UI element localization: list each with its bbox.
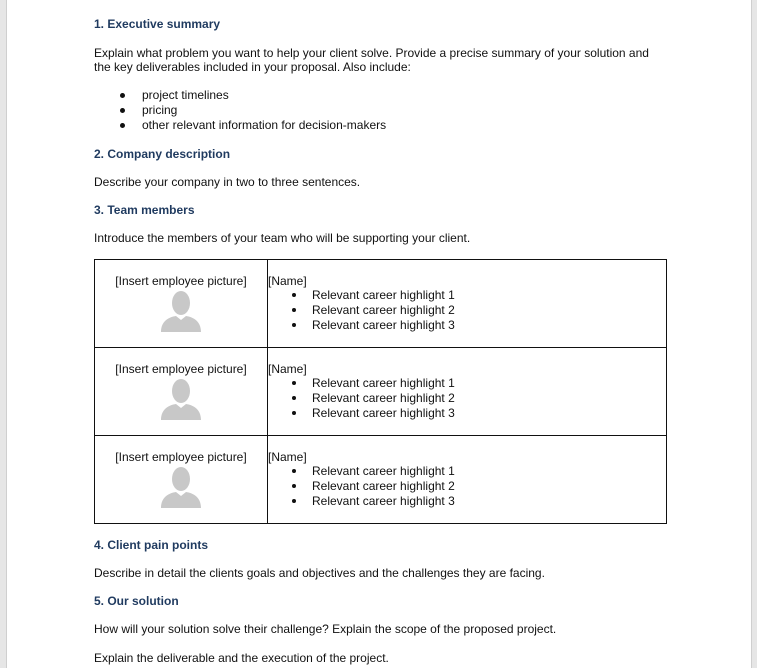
employee-name: [Name] bbox=[268, 450, 307, 464]
person-placeholder-icon bbox=[159, 466, 203, 508]
table-row bbox=[95, 348, 667, 436]
list-item: Relevant career highlight 2 bbox=[292, 391, 666, 406]
list-item: Relevant career highlight 2 bbox=[292, 479, 666, 494]
client-pain-points-text: Describe in detail the clients goals and objectives and the challenges they are facing. bbox=[94, 566, 545, 580]
list-item: Relevant career highlight 1 bbox=[292, 464, 666, 479]
picture-placeholder-label: [Insert employee picture] bbox=[115, 362, 247, 376]
list-item: Relevant career highlight 1 bbox=[292, 376, 666, 391]
heading-company-description: 2. Company description bbox=[94, 147, 231, 161]
team-members-text: Introduce the members of your team who will be supporting your client. bbox=[94, 231, 471, 245]
career-highlights bbox=[292, 288, 666, 333]
table-row bbox=[95, 260, 667, 348]
our-solution-text-2: Explain the deliverable and the execution of the project. bbox=[94, 651, 389, 665]
executive-summary-line-1: Explain what problem you want to help your client solve. Provide a precise summary of your solution and bbox=[94, 46, 649, 60]
bullet-item: other relevant information for decision-makers bbox=[120, 118, 386, 133]
person-placeholder-icon bbox=[159, 378, 203, 420]
table-row bbox=[95, 436, 667, 524]
career-highlights bbox=[292, 376, 666, 421]
employee-info-cell bbox=[268, 436, 667, 524]
heading-client-pain-points: 4. Client pain points bbox=[94, 538, 209, 552]
heading-executive-summary: 1. Executive summary bbox=[94, 17, 221, 31]
employee-info-cell bbox=[268, 348, 667, 436]
list-item: Relevant career highlight 1 bbox=[292, 288, 666, 303]
list-item: Relevant career highlight 3 bbox=[292, 318, 666, 333]
bullet-item: project timelines bbox=[120, 88, 386, 103]
picture-placeholder-label: [Insert employee picture] bbox=[115, 274, 247, 288]
heading-our-solution: 5. Our solution bbox=[94, 594, 179, 608]
heading-team-members: 3. Team members bbox=[94, 203, 195, 217]
employee-picture-cell bbox=[95, 348, 268, 436]
list-item: Relevant career highlight 2 bbox=[292, 303, 666, 318]
employee-info-cell bbox=[268, 260, 667, 348]
employee-name: [Name] bbox=[268, 274, 307, 288]
company-description-text: Describe your company in two to three sentences. bbox=[94, 175, 361, 189]
team-table bbox=[94, 259, 667, 524]
document-page bbox=[6, 0, 752, 668]
employee-picture-cell bbox=[95, 260, 268, 348]
executive-summary-line-2: the key deliverables included in your proposal. Also include: bbox=[94, 60, 411, 74]
bullet-item: pricing bbox=[120, 103, 386, 118]
career-highlights bbox=[292, 464, 666, 509]
person-placeholder-icon bbox=[159, 290, 203, 332]
our-solution-text-1: How will your solution solve their challenge? Explain the scope of the proposed project. bbox=[94, 622, 557, 636]
list-item: Relevant career highlight 3 bbox=[292, 406, 666, 421]
employee-picture-cell bbox=[95, 436, 268, 524]
list-item: Relevant career highlight 3 bbox=[292, 494, 666, 509]
executive-summary-bullets bbox=[120, 88, 386, 133]
employee-name: [Name] bbox=[268, 362, 307, 376]
picture-placeholder-label: [Insert employee picture] bbox=[115, 450, 247, 464]
